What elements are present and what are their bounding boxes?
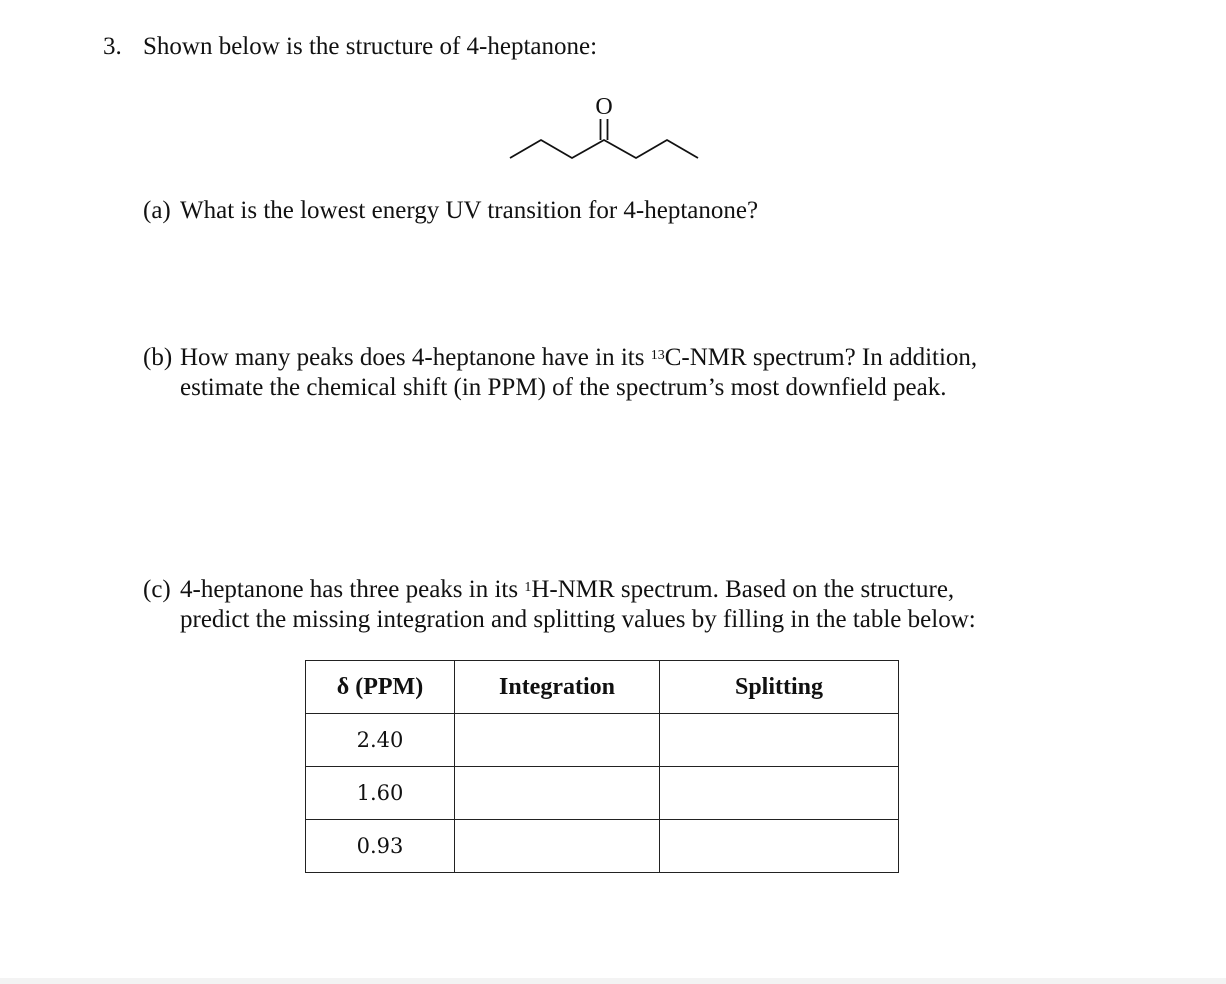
header-integration: Integration: [455, 661, 660, 714]
table-row: [306, 714, 899, 767]
integration-cell[interactable]: [455, 820, 660, 873]
table-row: [306, 767, 899, 820]
header-splitting: Splitting: [660, 661, 899, 714]
carbon-skeleton: [510, 140, 698, 158]
nmr-table: [305, 660, 899, 873]
shift-cell: 1.60: [306, 767, 455, 820]
integration-cell[interactable]: [455, 714, 660, 767]
part-b-line2: estimate the chemical shift (in PPM) of the spectrum’s most downfield peak.: [180, 374, 947, 401]
part-b-line1: (b) How many peaks does 4-heptanone have in its $^{13}$C-NMR spectrum? In addition,: [143, 344, 978, 371]
carbon-isotope: 13: [650, 348, 665, 363]
part-c-label: (c): [143, 576, 171, 603]
table-header-row: [306, 661, 899, 714]
molecule-structure: [500, 88, 710, 168]
oxygen-atom-label: O: [595, 94, 613, 120]
part-c-line1: (c) 4-heptanone has three peaks in its $^1$H-NMR spectrum. Based on the structure,: [143, 576, 955, 603]
shift-cell: 0.93: [306, 820, 455, 873]
page-bottom-edge: [0, 978, 1226, 984]
part-b: [143, 341, 977, 403]
header-shift: δ (PPM): [306, 661, 455, 714]
question-number: 3.: [103, 33, 122, 60]
shift-cell: 2.40: [306, 714, 455, 767]
part-a: [143, 196, 758, 226]
question-prompt: Shown below is the structure of 4-heptanone:: [143, 33, 598, 60]
splitting-cell[interactable]: [660, 714, 899, 767]
integration-cell[interactable]: [455, 767, 660, 820]
part-b-label: (b): [143, 344, 173, 371]
part-a-label: (a): [143, 197, 171, 224]
hydrogen-isotope: 1: [524, 580, 532, 595]
table-row: [306, 820, 899, 873]
splitting-cell[interactable]: [660, 767, 899, 820]
part-c-line2: predict the missing integration and splitting values by filling in the table below:: [180, 606, 976, 633]
part-c: [143, 573, 976, 635]
part-a-text: What is the lowest energy UV transition for 4-heptanone?: [180, 197, 759, 224]
splitting-cell[interactable]: [660, 820, 899, 873]
